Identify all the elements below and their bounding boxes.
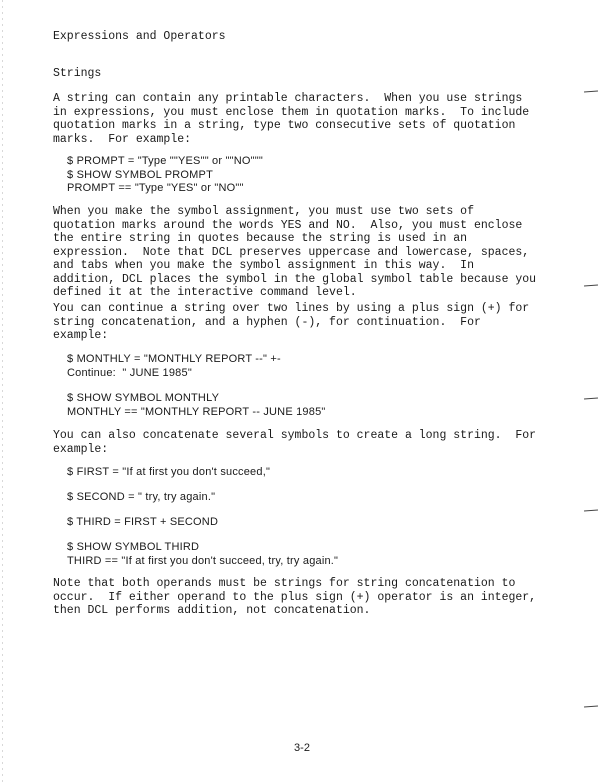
code-example-show-third: $ SHOW SYMBOL THIRD THIRD == "If at first you don't succeed, try, try again." xyxy=(67,541,339,567)
margin-mark xyxy=(584,706,598,708)
code-example-monthly: $ MONTHLY = "MONTHLY REPORT --" +- Continue: " JUNE 1985" xyxy=(67,353,281,379)
section-heading: Strings xyxy=(53,67,102,80)
paragraph-intro: A string can contain any printable characters. When you use strings in expressions, you must enclose them in quotation marks. To include quotation marks in a string, type two consecutive sets of quotation marks. For example: xyxy=(53,92,530,146)
code-example-third: $ THIRD = FIRST + SECOND xyxy=(67,516,219,528)
code-example-show-monthly: $ SHOW SYMBOL MONTHLY MONTHLY == "MONTHLY REPORT -- JUNE 1985" xyxy=(67,392,326,418)
paragraph-operands: Note that both operands must be strings for string concatenation to occur. If either operand to the plus sign (+) operator is an integer, then DCL performs addition, not concatenation. xyxy=(53,577,537,617)
paragraph-continuation: You can continue a string over two lines by using a plus sign (+) for string concatenation, and a hyphen (-), for continuation. For example: xyxy=(53,302,530,342)
code-example-second: $ SECOND = " try, try again." xyxy=(67,491,216,503)
margin-mark xyxy=(584,91,598,93)
page-header: Expressions and Operators xyxy=(53,30,226,43)
paragraph-symbol-assignment: When you make the symbol assignment, you must use two sets of quotation marks around the words YES and NO. Also, you must enclose the entire string in quotes because the string is used in an expression. Note that DCL preserves uppercase and lowercase, spaces, and tabs when you make the symbol assignment in this way. In addition, DCL places the symbol in the global symbol table because you defined it at the interactive command level. xyxy=(53,205,537,299)
scan-edge xyxy=(2,0,3,783)
margin-mark xyxy=(584,398,598,400)
page-number: 3-2 xyxy=(294,742,310,754)
margin-mark xyxy=(584,285,598,287)
margin-mark xyxy=(584,510,598,512)
code-example-prompt: $ PROMPT = "Type ""YES"" or ""NO""" $ SHOW SYMBOL PROMPT PROMPT == "Type "YES" or "NO"" xyxy=(67,155,263,194)
code-example-first: $ FIRST = "If at first you don't succeed," xyxy=(67,466,271,478)
paragraph-concatenate: You can also concatenate several symbols to create a long string. For example: xyxy=(53,429,537,456)
